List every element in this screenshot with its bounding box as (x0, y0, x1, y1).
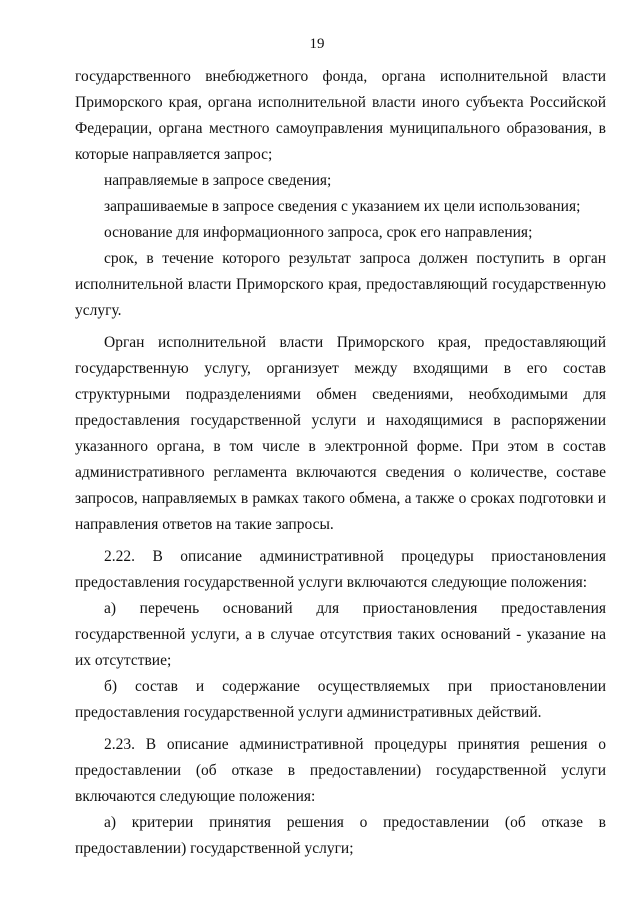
paragraph: основание для информационного запроса, срок его направления; (104, 224, 533, 241)
paragraph: государственного внебюджетного фонда, органа исполнительной власти Приморского края, органа исполнительной власти иного субъекта Российской Федерации, органа местного самоуправления муниципального образования, в которые направляется запрос; (75, 68, 606, 163)
page-number: 19 (309, 36, 325, 52)
paragraph: 2.22. В описание административной процедуры приостановления предоставления государственной услуги включаются следующие положения: (75, 548, 606, 591)
paragraph: а) критерии принятия решения о предоставлении (об отказе в предоставлении) государственной услуги; (75, 814, 606, 857)
paragraph: 2.23. В описание административной процедуры принятия решения о предоставлении (об отказе в предоставлении) государственной услуги включаются следующие положения: (75, 736, 606, 805)
paragraph: Орган исполнительной власти Приморского края, предоставляющий государственную услугу, организует между входящими в его состав структурными подразделениями обмен сведениями, необходимыми для предоставления государственной услуги и находящимися в распоряжении указанного органа, в том числе в электронной форме. При этом в состав административного регламента включаются сведения о количестве, составе запросов, направляемых в рамках такого обмена, а также о сроках подготовки и направления ответов на такие запросы. (75, 334, 606, 533)
paragraph: направляемые в запросе сведения; (104, 172, 332, 189)
document-body (75, 64, 606, 862)
paragraph: запрашиваемые в запросе сведения с указанием их цели использования; (104, 198, 581, 215)
paragraph: а) перечень оснований для приостановления предоставления государственной услуги, а в случае отсутствия таких оснований - указание на их отсутствие; (75, 600, 606, 669)
paragraph: б) состав и содержание осуществляемых при приостановлении предоставления государственной услуги административных действий. (75, 678, 606, 721)
paragraph: срок, в течение которого результат запроса должен поступить в орган исполнительной власти Приморского края, предоставляющий государственную услугу. (75, 250, 606, 319)
